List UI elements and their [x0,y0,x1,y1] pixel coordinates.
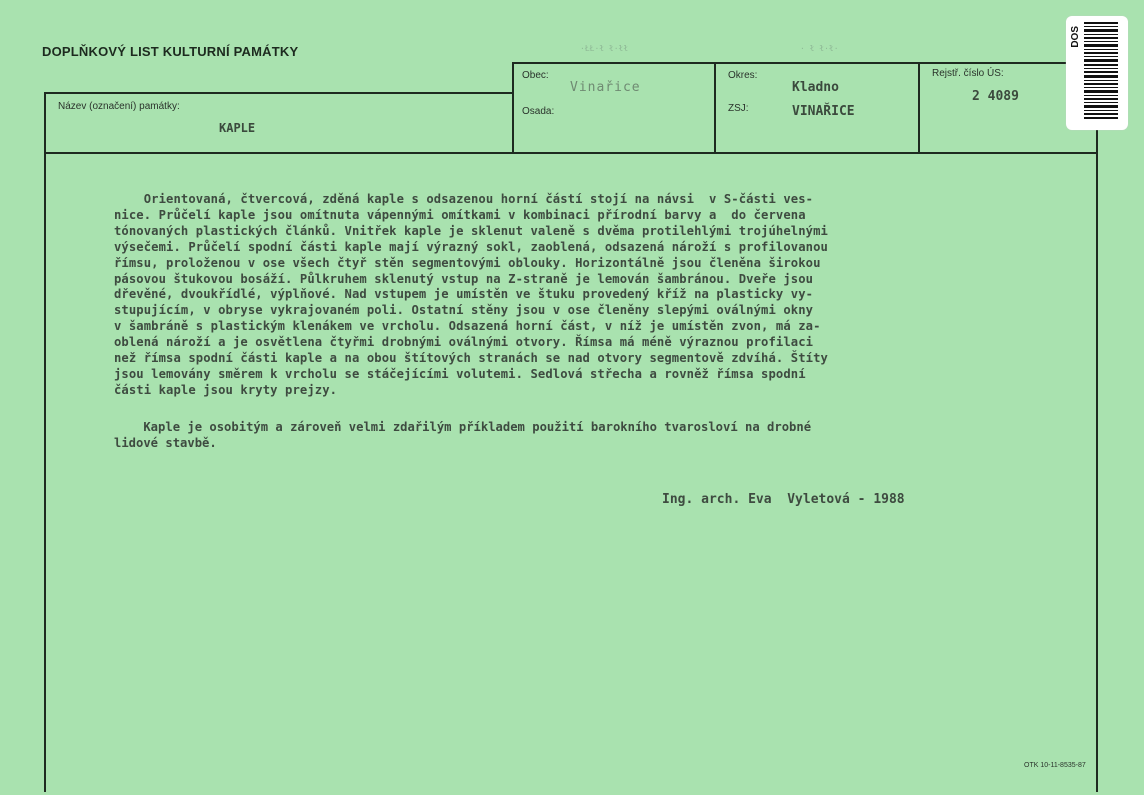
barcode-icon [1084,22,1122,122]
rejstr-value: 2 4089 [972,89,1019,104]
okres-label: Okres: [728,70,758,81]
rejstr-label: Rejstř. číslo ÚS: [932,68,1004,79]
divider-rejstr [918,62,920,152]
osada-label: Osada: [522,106,555,117]
name-label: Název (označení) památky: [58,101,180,112]
barcode-sticker [1066,16,1128,130]
faint-stamp-left: ·ŁŁ·ł ł·łł [580,44,629,53]
name-value: KAPLE [219,121,256,135]
obec-label: Obec: [522,70,549,81]
form-code: OTK 10-11-8535-87 [1024,762,1086,769]
faint-stamp-right: · ł ł·ł· [800,44,839,53]
zsj-label: ZSJ: [728,103,749,114]
divider-obec [512,62,514,152]
obec-value: Vinařice [570,80,641,95]
header-top-line [512,62,1098,64]
author-signature: Ing. arch. Eva Vyletová - 1988 [662,492,905,507]
okres-value: Kladno [792,80,839,95]
name-top-line [44,92,512,94]
description-paragraph-2: Kaple je osobitým a zároveň velmi zdařilým příkladem použití barokního tvarosloví na drobné lidové stavbě. [114,420,812,450]
description-paragraph-1: Orientovaná, čtvercová, zděná kaple s odsazenou horní částí stojí na návsi v S-části ves- nice. Průčelí kaple jsou omítnuta vápennými omítkami v kombinaci přírodní barvy a do červena tónovaných plastických článků. Vnitřek kaple je sklenut valeně s dvěma protilehlými trojúhelnými výsečemi. Průčelí spodní části kaple mají výrazný sokl, zaoblená, odsazená nároží s profilovanou římsu, proloženou v ose všech čtyř stěn segmentovými oblouky. Horizontálně jsou členěna širokou pásovou štukovou bosáží. Půlkruhem sklenutý vstup na Z-straně je lemován šambránou. Dveře jsou dřevěné, dvoukřídlé, výplňové. Nad vstupem je umístěn ve štuku provedený kříž na plasticky vy- stupujícím, v obryse vykrajovaném poli. Ostatní stěny jsou v ose členěny slepými oválnými okny v šambráně s plastickým klenákem ve vrcholu. Odsazená horní část, v níž je umístěn zvon, má za- oblená nároží a je osvětlena čtyřmi drobnými oválnými otvory. Římsa má méně výraznou profilaci než římsa spodní části kaple a na obou štítových stranách se nad otvory segmentově zdvíhá. Štíty jsou lemovány směrem k vrcholu se stáčejícími volutemi. Sedlová střecha a rovněž římsa spodní části kaple jsou kryty prejzy. [114,192,828,397]
document-title: DOPLŇKOVÝ LIST KULTURNÍ PAMÁTKY [42,44,299,59]
header-bottom-line [44,152,1098,154]
left-border [44,92,46,792]
zsj-value: VINAŘICE [792,104,855,119]
right-border [1096,62,1098,792]
divider-okres [714,62,716,152]
barcode-label: DOS [1070,26,1081,48]
